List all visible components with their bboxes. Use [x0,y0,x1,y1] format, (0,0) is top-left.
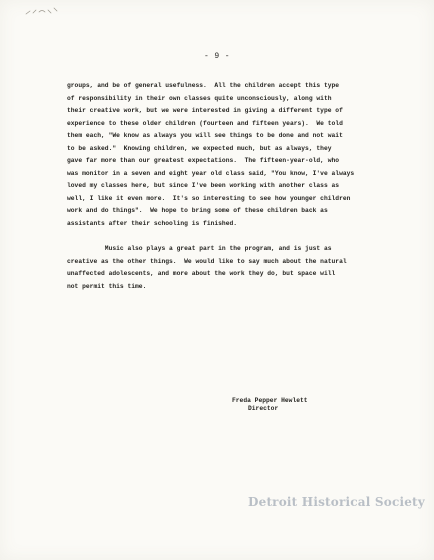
text-line: gave far more than our greatest expectations. The fifteen-year-old, who [67,157,340,165]
body-text [67,80,382,293]
text-line: Music also plays a great part in the program, and is just as [67,245,332,253]
text-line: assistants after their schooling is finished. [67,220,238,228]
text-line: work and do things". We hope to bring some of these children back as [67,207,328,215]
signature-name: Freda Pepper Hewlett [232,397,308,404]
text-line: unaffected adolescents, and more about the work they do, but space will [67,270,336,278]
text-line: them each, "We know as always you will see things to be done and not wait [67,132,343,140]
text-line: loved my classes here, but since I've been working with another class as [67,182,340,190]
blank-line [67,231,382,244]
text-line: experience to these older children (fourteen and fifteen years). We told [67,119,343,127]
text-line: their creative work, but we were interested in giving a different type of [67,107,343,115]
text-line: of responsibility in their own classes quite unconsciously, along with [67,94,332,102]
signature-block [232,397,308,413]
page-number: - 9 - [203,52,230,61]
text-line: not permit this time. [67,282,147,290]
signature-title: Director [248,405,279,412]
corner-pencil-marks [24,4,62,20]
watermark: Detroit Historical Society [248,495,425,509]
text-line: to be asked." Knowing children, we expected much, but as always, they [67,144,332,152]
text-line: was monitor in a seven and eight year old class said, "You know, I've always [67,169,355,177]
text-line: well, I like it even more. It's so interesting to see how younger children [67,194,351,202]
text-line: groups, and be of general usefulness. All the children accept this type [67,82,340,89]
text-line: creative as the other things. We would like to say much about the natural [67,257,347,265]
